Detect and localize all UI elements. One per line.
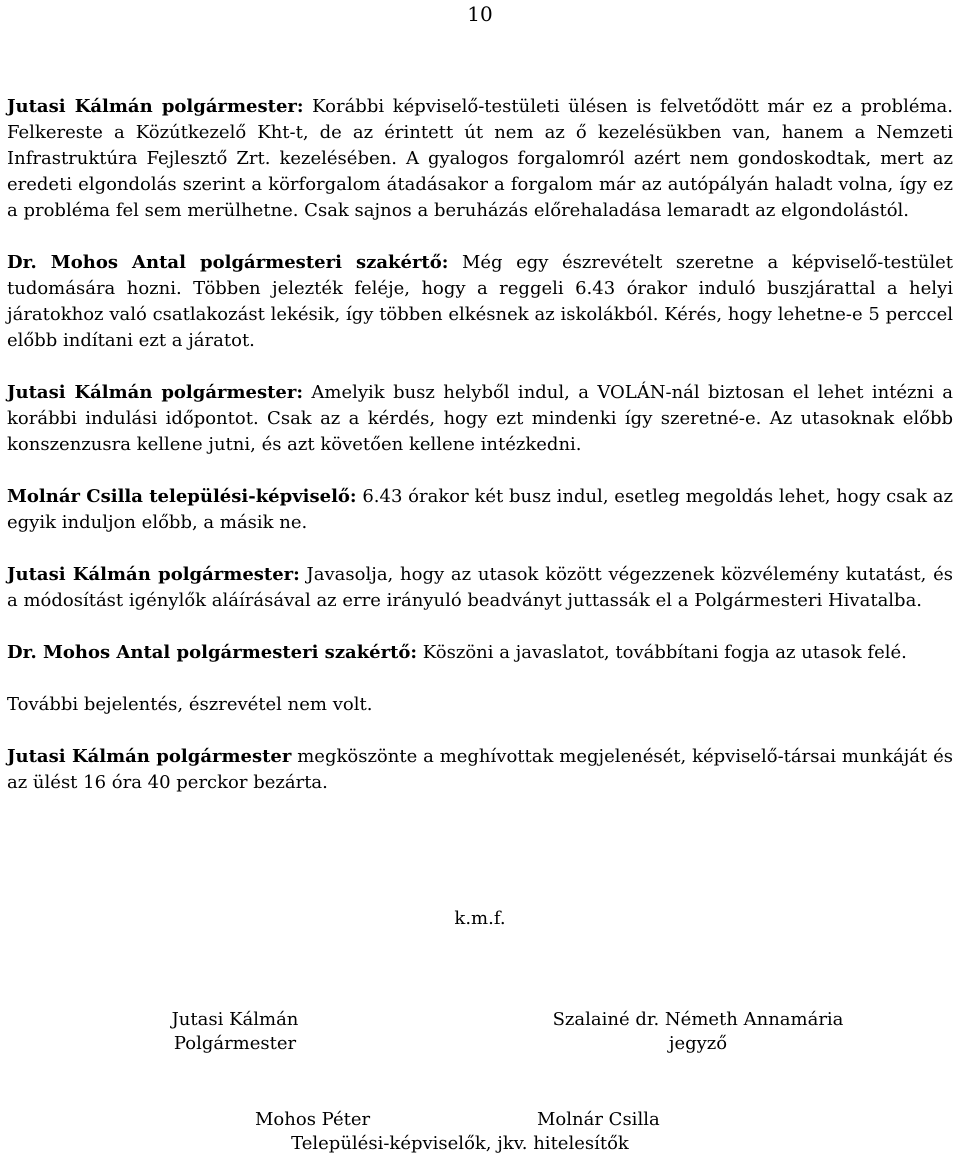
- paragraph-text: megköszönte a meghívottak megjelenését, képviselő-társai munkáját és az ülést 16 óra 40 perckor bezárta.: [7, 746, 954, 793]
- minutes-paragraph: [7, 640, 953, 666]
- notary-title: jegyző: [668, 1033, 728, 1054]
- paragraph-text: Még egy észrevételt szeretne a képviselő-testület tudomására hozni. Többen jelezték feléje, hogy a reggeli 6.43 órakor induló buszjárattal a helyi járatokhoz való csatlakozást lekésik, így többen elkésnek az iskolákból. Kérés, hogy lehetne-e 5 perccel előbb indítani ezt a járatot.: [7, 252, 953, 351]
- minutes-paragraph: [7, 744, 953, 796]
- speaker-label: Jutasi Kálmán polgármester:: [7, 96, 304, 117]
- minutes-paragraph: [7, 250, 953, 354]
- notary-signature-block: [528, 1008, 868, 1056]
- paragraph-text: További bejelentés, észrevétel nem volt.: [7, 694, 373, 715]
- minutes-body: [7, 94, 953, 796]
- closing-mark: k.m.f.: [454, 908, 506, 929]
- mayor-name: Jutasi Kálmán: [171, 1009, 299, 1030]
- witness-role: Települési-képviselők, jkv. hitelesítők: [291, 1133, 629, 1154]
- page-number: 10: [467, 2, 493, 26]
- speaker-label: Dr. Mohos Antal polgármesteri szakértő:: [7, 252, 449, 273]
- paragraph-text: Amelyik busz helyből indul, a VOLÁN-nál biztosan el lehet intézni a korábbi indulási időpontot. Csak az a kérdés, hogy ezt mindenki így szeretné-e. Az utasoknak előbb konszenzusra kellene jutni, és azt követően kellene intézkedni.: [7, 382, 953, 455]
- paragraph-text: Köszöni a javaslatot, továbbítani fogja az utasok felé.: [417, 642, 907, 663]
- speaker-label: Molnár Csilla települési-képviselő:: [7, 486, 357, 507]
- minutes-paragraph: [7, 692, 953, 718]
- paragraph-text: 6.43 órakor két busz indul, esetleg megoldás lehet, hogy csak az egyik induljon előbb, a másik ne.: [7, 486, 953, 533]
- minutes-paragraph: [7, 562, 953, 614]
- minutes-paragraph: [7, 380, 953, 458]
- mayor-signature-block: [135, 1008, 335, 1056]
- speaker-label: Jutasi Kálmán polgármester:: [7, 382, 304, 403]
- speaker-label: Jutasi Kálmán polgármester: [7, 746, 292, 767]
- paragraph-text: Javasolja, hogy az utasok között végezzenek közvélemény kutatást, és a módosítást igénylők aláírásával az erre irányuló beadványt juttassák el a Polgármesteri Hivatalba.: [7, 564, 953, 611]
- speaker-label: Jutasi Kálmán polgármester:: [7, 564, 300, 585]
- mayor-title: Polgármester: [173, 1033, 297, 1054]
- speaker-label: Dr. Mohos Antal polgármesteri szakértő:: [7, 642, 418, 663]
- paragraph-text: Korábbi képviselő-testületi ülésen is felvetődött már ez a probléma. Felkereste a Közútkezelő Kht-t, de az érintett út nem az ő kezelésükben van, hanem a Nemzeti Infrastruktúra Fejlesztő Zrt. kezelésében. A gyalogos forgalomról azért nem gondoskodtak, mert az eredeti elgondolás szerint a körforgalom átadásakor a forgalom már az autópályán haladt volna, így ez a probléma fel sem merülhetne. Csak sajnos a beruházás előrehaladása lemaradt az elgondolástól.: [7, 96, 953, 221]
- minutes-paragraph: [7, 94, 953, 224]
- witness-1-name: Mohos Péter: [255, 1109, 371, 1130]
- notary-name: Szalainé dr. Németh Annamária: [552, 1009, 844, 1030]
- witness-2-name: Molnár Csilla: [537, 1109, 660, 1130]
- minutes-paragraph: [7, 484, 953, 536]
